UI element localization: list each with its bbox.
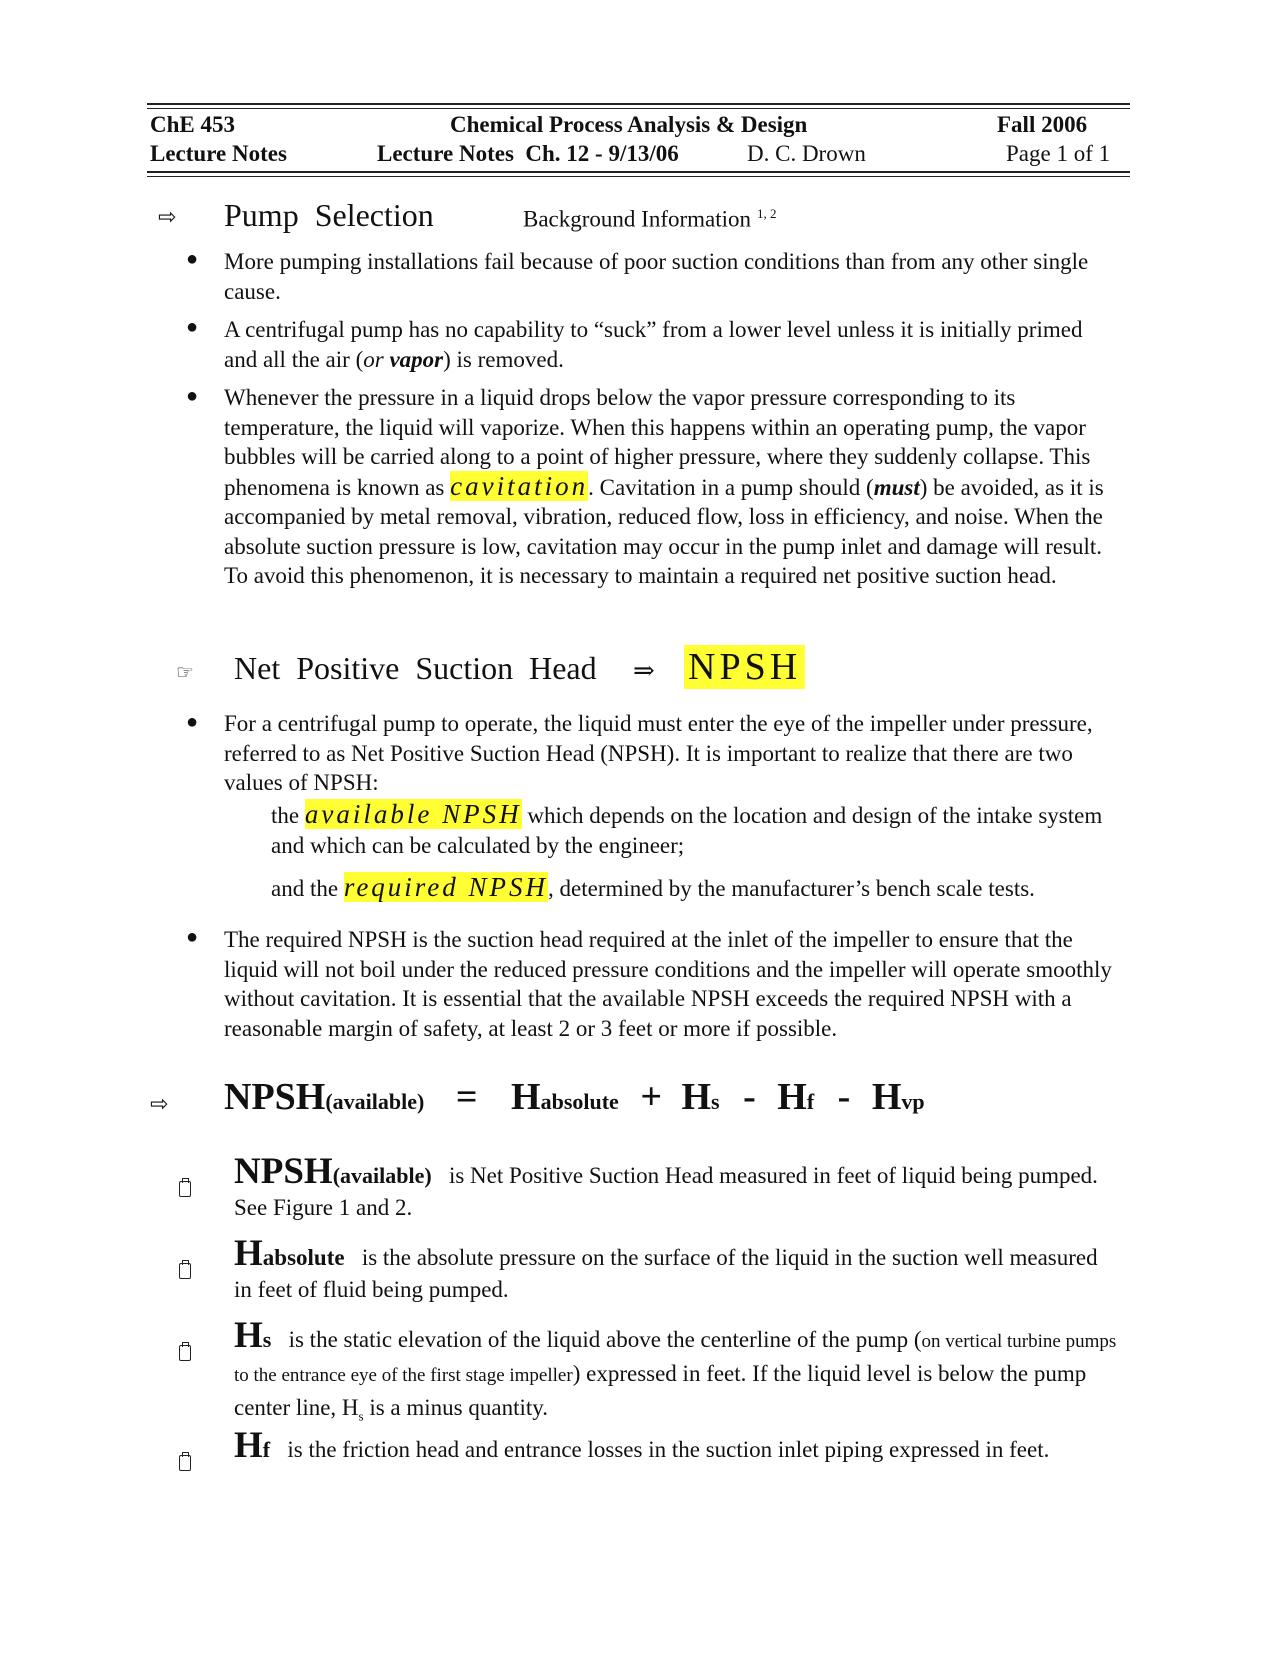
available-npsh-line	[271, 800, 1121, 860]
def-text: is the friction head and entrance losses in the suction inlet piping expressed in feet.	[287, 1437, 1050, 1462]
bullet-text: More pumping installations fail because of poor suction conditions than from any other single cause.	[224, 249, 1089, 304]
text-run: A centrifugal pump has no capability to “suck” from a lower level unless it is initially primed and all the air	[224, 317, 1083, 372]
required-npsh-line	[271, 873, 1151, 904]
eq-sub-s: s	[711, 1089, 720, 1114]
bullet-text: For a centrifugal pump to operate, the liquid must enter the eye of the impeller under pressure, referred to as Net Positive Suction Head (NPSH). It is important to realize that there are two values of NPSH:	[224, 711, 1093, 795]
italic-must: must	[873, 474, 920, 500]
eq-sub-f: f	[806, 1089, 815, 1114]
clipboard-icon	[179, 1263, 191, 1279]
text-run: . Cavitation in a pump should (	[588, 474, 874, 500]
text-run: ) be avoided, as it is accompanied by metal removal, vibration, reduced flow, loss in efficiency, and noise. When the absolute suction pressure is low, cavitation may occur in the pump inlet and damage will result. To avoid this phenomenon, it is necessary to maintain a required net positive suction head.	[224, 474, 1104, 588]
header-bottom-rule	[147, 171, 1130, 177]
italic-vapor: vapor	[389, 346, 444, 372]
header-top-rule	[147, 103, 1130, 109]
def-symbol: H	[234, 1315, 263, 1356]
lecture-subtitle: Lecture Notes Ch. 12 - 9/13/06	[377, 141, 679, 166]
definition-h-s	[234, 1315, 1119, 1433]
term: Fall 2006	[997, 112, 1088, 137]
doc-type: Lecture Notes	[150, 141, 287, 166]
def-symbol: NPSH	[234, 1151, 333, 1192]
text-run: which depends on the location and design of the intake system and which can be calculated by the engineer;	[271, 803, 1103, 858]
author: D. C. Drown	[747, 141, 866, 166]
eq-equals: =	[455, 1076, 478, 1118]
eq-h: H	[871, 1076, 902, 1118]
definition-h-f	[234, 1425, 1134, 1466]
def-sub: s	[358, 1408, 364, 1424]
highlight-required-npsh: required NPSH	[343, 872, 549, 902]
bullet-text	[224, 383, 1124, 591]
text-run: Whenever the pressure in a liquid drops below the vapor pressure corresponding to its temperature, the liquid will vaporize. When this happens within an operating pump, the vapor bubbles will be carried along to a point of higher pressure, where they suddenly collapse. This phenomena is known as	[224, 385, 1091, 500]
def-small-text: on vertical turbine pumps to the entrance eye of the first stage impeller	[234, 1331, 1117, 1386]
italic-or: or	[363, 346, 384, 372]
def-text: is the absolute pressure on the surface of the liquid in the suction well measured in feet of fluid being pumped.	[234, 1245, 1098, 1302]
def-sub: s	[262, 1327, 272, 1352]
page-number: Page 1 of 1	[1006, 141, 1111, 166]
clipboard-icon	[179, 1455, 191, 1471]
arrow-icon: ⇨	[158, 205, 177, 230]
eq-sub-available: (available)	[325, 1089, 425, 1114]
bullet-text: A centrifugal pump has no capability to “suck” from a lower level unless it is initially primed and all the air (or vapor) is removed.	[224, 317, 1083, 372]
clipboard-icon	[179, 1181, 191, 1197]
def-symbol: H	[234, 1425, 263, 1466]
text-run: , determined by the manufacturer’s bench scale tests.	[548, 876, 1035, 901]
reference-superscript: 1, 2	[757, 206, 777, 221]
def-sub: absolute	[262, 1245, 345, 1270]
def-sub: (available)	[332, 1163, 432, 1188]
bullet-icon: ●	[186, 711, 199, 733]
def-sub: f	[262, 1437, 271, 1462]
bullet-icon: ●	[186, 248, 199, 270]
definition-npsh	[234, 1151, 1119, 1224]
def-symbol: H	[234, 1233, 263, 1274]
def-text: is Net Positive Suction Head measured in feet of liquid being pumped. See Figure 1 and 2.	[234, 1163, 1098, 1220]
bullet-icon: ●	[186, 316, 199, 338]
npsh-equation	[224, 1075, 925, 1119]
section-title-pump-selection: Pump Selection	[224, 197, 434, 233]
eq-h: H	[511, 1076, 541, 1118]
definition-h-absolute	[234, 1233, 1119, 1306]
bullet-text: The required NPSH is the suction head required at the inlet of the impeller to ensure that the liquid will not boil under the reduced pressure conditions and the impeller will operate smoothly without cavitation. It is essential that the available NPSH exceeds the required NPSH with a reasonable margin of safety, at least 2 or 3 feet or more if possible.	[224, 927, 1112, 1041]
def-text: is a minus quantity.	[363, 1395, 549, 1420]
text-run: is removed.	[450, 346, 564, 372]
eq-h: H	[681, 1076, 712, 1118]
eq-sub-vp: vp	[901, 1089, 925, 1114]
arrow-icon: ⇨	[150, 1092, 169, 1117]
highlight-cavitation: cavitation	[450, 470, 589, 501]
bullet-icon: ●	[186, 926, 199, 948]
def-text: ) expressed in feet. If the liquid level is below the pump center line, H	[234, 1361, 1087, 1420]
background-label	[523, 206, 777, 233]
text-run: the	[271, 803, 305, 828]
text-run: and the	[271, 876, 344, 901]
course-code: ChE 453	[150, 112, 235, 137]
eq-npsh: NPSH	[224, 1076, 326, 1118]
implies-arrow-icon: ⇒	[633, 656, 655, 685]
npsh-highlight: NPSH	[684, 645, 805, 689]
highlight-available-npsh: available NPSH	[304, 799, 522, 829]
clipboard-icon	[179, 1345, 191, 1361]
course-title: Chemical Process Analysis & Design	[450, 112, 808, 137]
background-text: Background Information	[523, 206, 752, 232]
def-text: is the static elevation of the liquid above the centerline of the pump (	[288, 1327, 922, 1352]
eq-minus: -	[837, 1076, 851, 1118]
section-title-npsh: Net Positive Suction Head	[234, 650, 597, 686]
eq-sub-absolute: absolute	[540, 1089, 619, 1114]
page-header	[147, 103, 1130, 177]
eq-h: H	[777, 1076, 807, 1118]
eq-plus: +	[640, 1076, 662, 1118]
pointing-hand-icon: ☞	[176, 662, 194, 684]
eq-minus: -	[743, 1076, 756, 1118]
bullet-icon: ●	[186, 385, 199, 407]
